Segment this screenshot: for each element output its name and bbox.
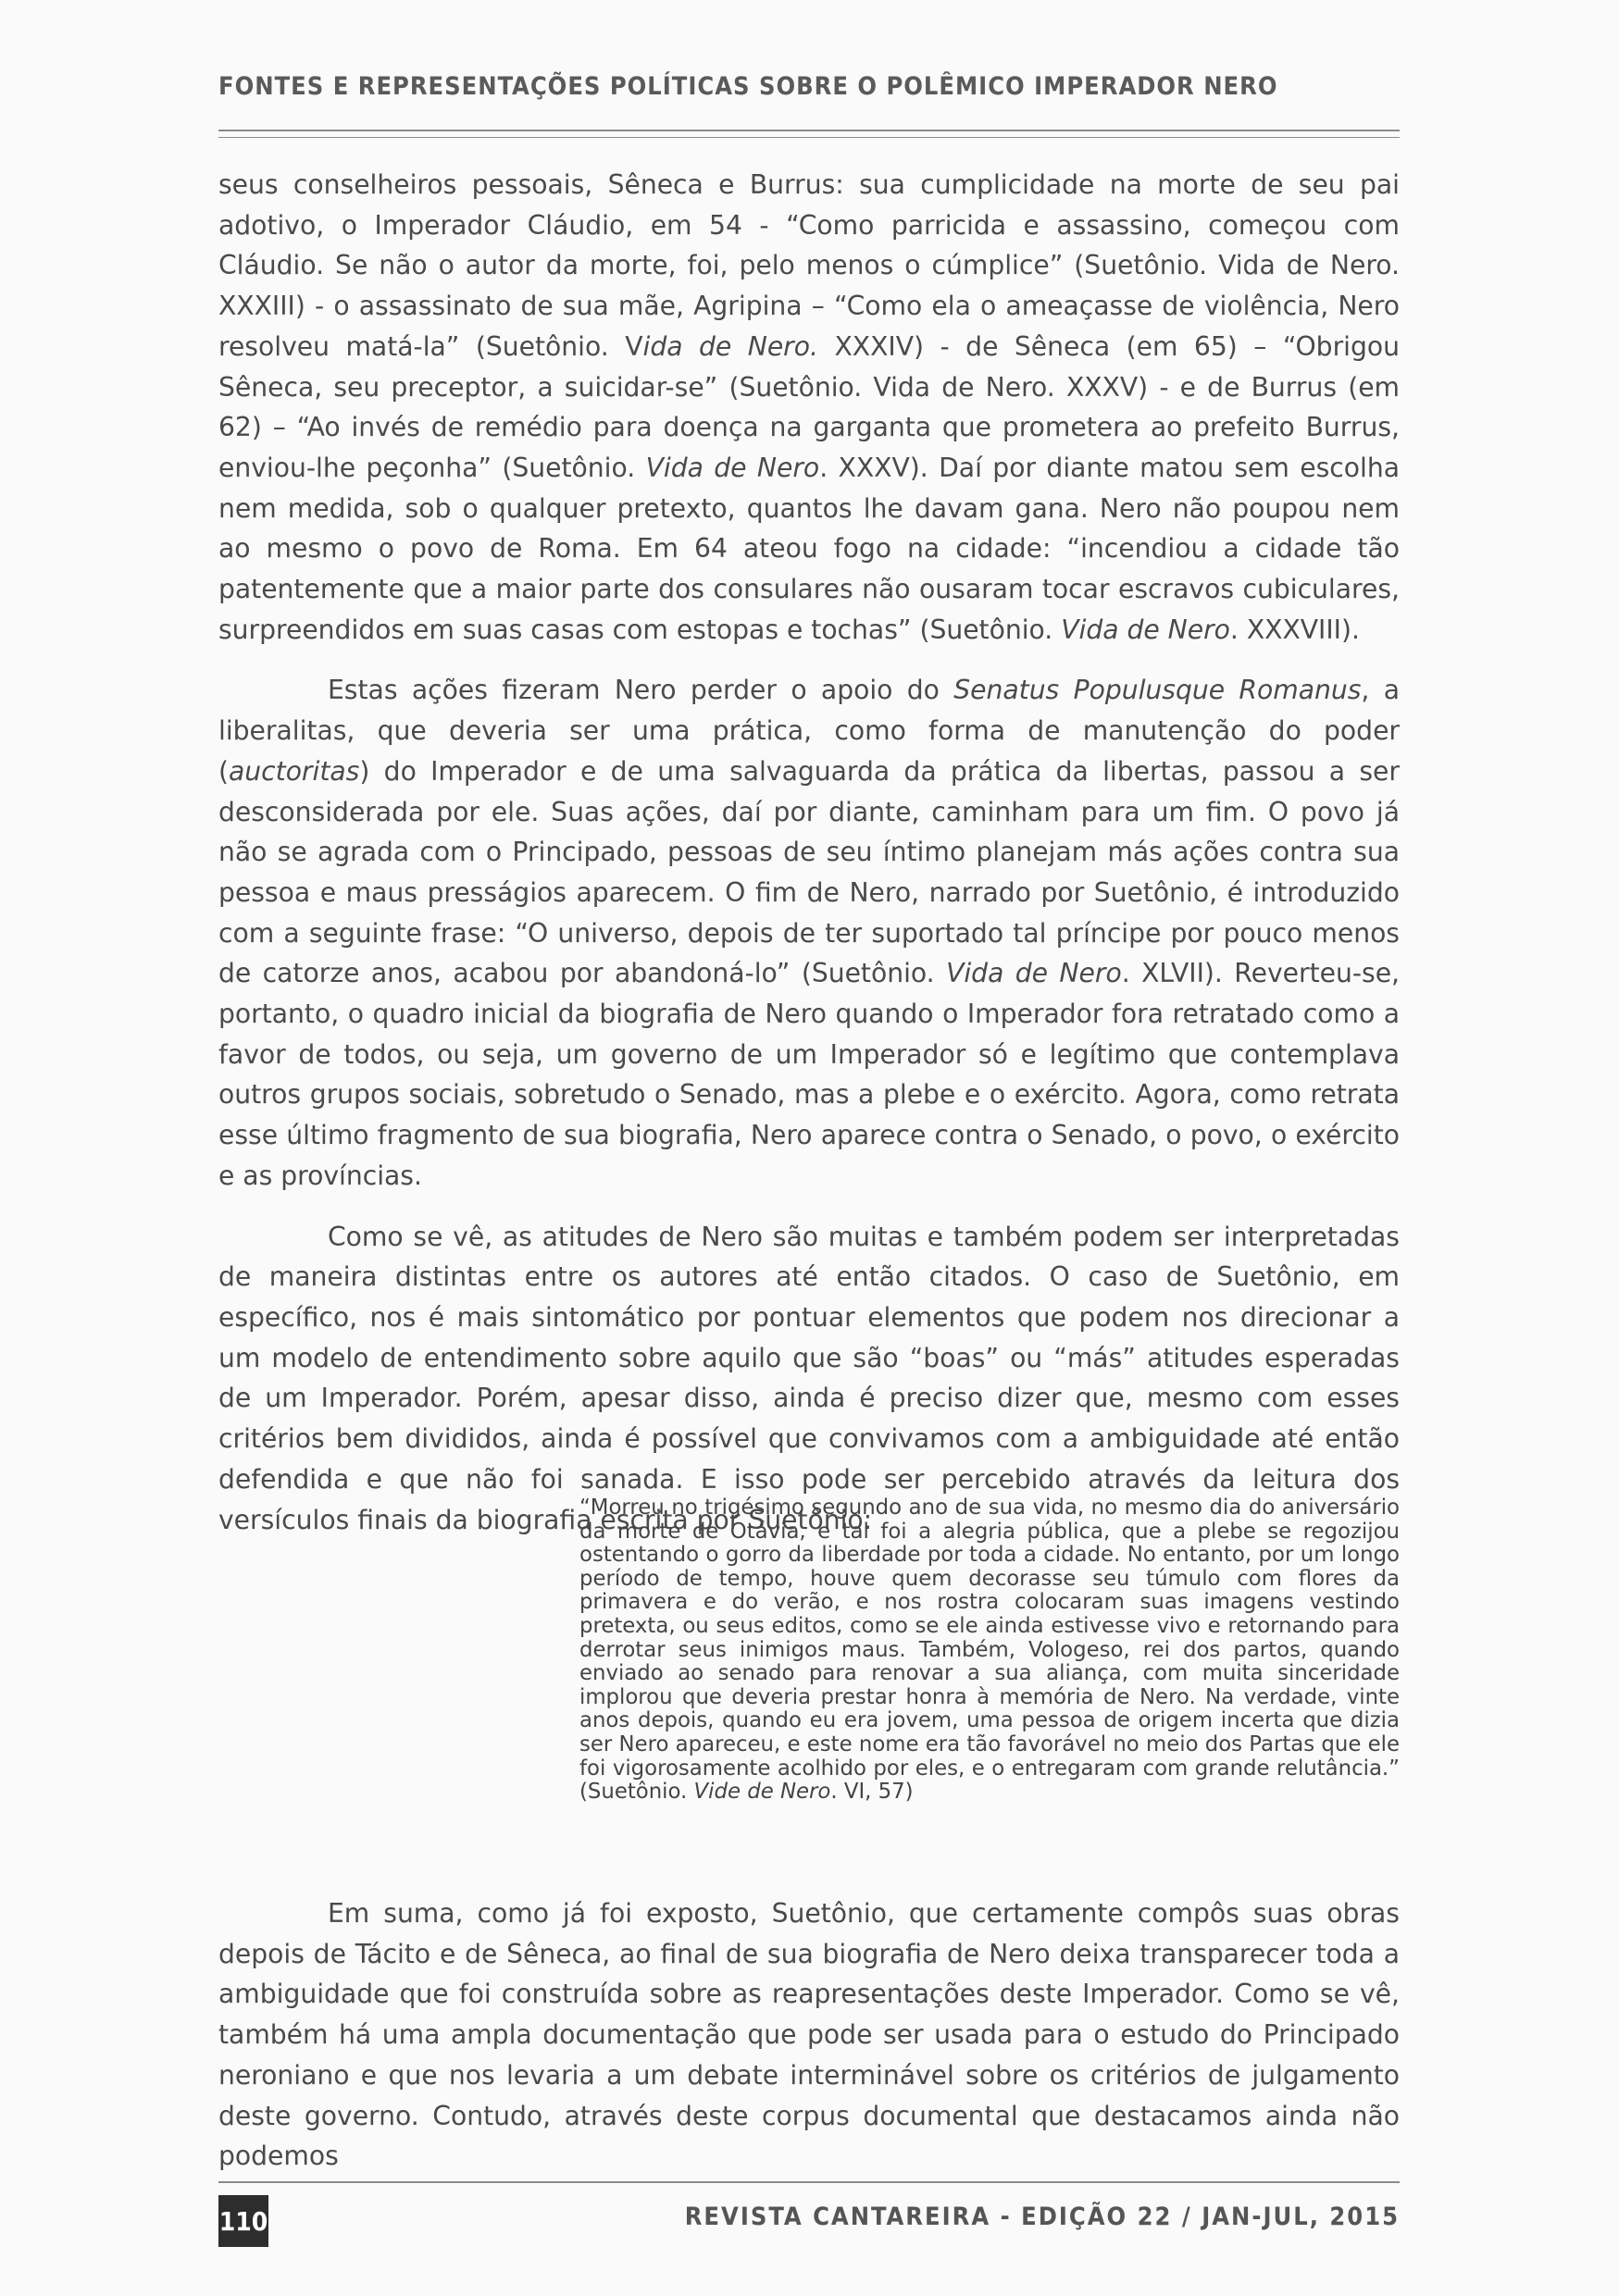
italic-run: Vida de Nero [645, 452, 820, 483]
text-run: , a liberalitas, que deveria ser uma prática, como forma de manutenção do poder ( [218, 675, 1401, 787]
journal-info: REVISTA CANTAREIRA - EDIÇÃO 22 / JAN-JUL, 2015 [684, 2203, 1400, 2231]
text-run: seus conselheiros pessoais, Sêneca e Burrus: sua cumplicidade na morte de seu pai adotivo, o Imperador Cláudio, em 54 - “Como parricida e assassino, começou com Cláudio. Se não o autor da morte, foi, pelo menos o cúmplice” (Suetônio. Vida de Nero. XXXIII) - o assassinato de sua mãe, Agripina – “Como ela o ameaçasse de violência, Nero resolveu matá-la” (Suetônio. V [218, 169, 1400, 362]
text-run: . XXXVIII). [1229, 614, 1360, 645]
italic-run: Vida de Nero [1061, 614, 1230, 645]
italic-run: Senatus Populusque Romanus [953, 675, 1362, 706]
running-title: FONTES E REPRESENTAÇÕES POLÍTICAS SOBRE O POLÊMICO IMPERADOR NERO [218, 72, 1278, 101]
footer-rule [218, 2181, 1400, 2183]
italic-run: Vide de Nero [693, 1780, 831, 1805]
text-run: ) do Imperador e de uma salvaguarda da prática da libertas, passou a ser desconsiderada por ele. Suas ações, daí por diante, caminham para um fim. O povo já não se agrada com o Principado, pessoas de seu íntimo planejam más ações contra sua pessoa e maus presságios aparecem. O fim de Nero, narrado por Suetônio, é introduzido com a seguinte frase: “O universo, depois de ter suportado tal príncipe por pouco menos de catorze anos, acabou por abandoná-lo” (Suetônio. [218, 755, 1400, 989]
text-run: “Morreu no trigésimo segundo ano de sua vida, no mesmo dia do aniversário da morte de Otávia, e tal foi a alegria pública, que a plebe se regozijou ostentando o gorro da liberdade por toda a cidade. No entanto, por um longo período de tempo, houve quem decorasse seu túmulo com flores da primavera e do verão, e nos rostra colocaram suas imagens vestindo pretexta, ou seus editos, como se ele ainda estivesse vivo e retornando para derrotar seus inimigos maus. Também, Vologeso, rei dos partos, quando enviado ao senado para renovar a sua aliança, com muita sinceridade implorou que deveria prestar honra à memória de Nero. Na verdade, vinte anos depois, quando eu era jovem, uma pessoa de origem incerta que dizia ser Nero apareceu, e este nome era tão favorável no meio dos Partas que ele foi vigorosamente acolhido por eles, e o entregaram com grande relutância.” (Suetônio. [579, 1496, 1400, 1805]
block-quote [579, 1496, 1400, 1805]
header-rule-bottom [218, 137, 1400, 138]
paragraph-1 [218, 165, 1400, 650]
italic-run: Vida de Nero [946, 958, 1122, 989]
text-run: Estas ações fizeram Nero perder o apoio do [328, 675, 954, 706]
italic-run: ida de Nero. [642, 330, 818, 362]
page-number: 110 [218, 2195, 268, 2247]
body-text-continued [218, 1893, 1400, 2197]
text-run: . XXXV). Daí por diante matou sem escolha nem medida, sob o qualquer pretexto, quantos lhe davam gana. Nero não poupou nem ao mesmo o povo de Roma. Em 64 ateou fogo na cidade: “incendiou a cidade tão patentemente que a maior parte dos consulares não ousaram tocar escravos cubiculares, surpreendidos em suas casas com estopas e tochas” (Suetônio. [218, 452, 1400, 645]
paragraph-3: Como se vê, as atitudes de Nero são muitas e também podem ser interpretadas de maneira distintas entre os autores até então citados. O caso de Suetônio, em específico, nos é mais sintomático por pontuar elementos que podem nos direcionar a um modelo de entendimento sobre aquilo que são “boas” ou “más” atitudes esperadas de um Imperador. Porém, apesar disso, ainda é preciso dizer que, mesmo com esses critérios bem divididos, ainda é possível que convivamos com a ambiguidade até então defendida e que não foi sanada. E isso pode ser percebido através da leitura dos versículos finais da biografia escrita por Suetônio: [218, 1221, 1400, 1535]
header-rule-top [218, 130, 1400, 131]
text-run: . XLVII). Reverteu-se, portanto, o quadro inicial da biografia de Nero quando o Imperador fora retratado como a favor de todos, ou seja, um governo de um Imperador só e legítimo que contemplava outros grupos sociais, sobretudo o Senado, mas a plebe e o exército. Agora, como retrata esse último fragmento de sua biografia, Nero aparece contra o Senado, o povo, o exército e as províncias. [218, 958, 1400, 1191]
italic-run: auctoritas [229, 755, 360, 787]
paragraph-4: Em suma, como já foi exposto, Suetônio, que certamente compôs suas obras depois de Tácito e de Sêneca, ao final de sua biografia de Nero deixa transparecer toda a ambiguidade que foi construída sobre as reapresentações deste Imperador. Como se vê, também há uma ampla documentação que pode ser usada para o estudo do Principado neroniano e que nos levaria a um debate interminável sobre os critérios de julgamento deste governo. Contudo, através deste corpus documental que destacamos ainda não podemos [218, 1898, 1400, 2172]
body-text [218, 165, 1400, 1560]
text-run: . VI, 57) [830, 1780, 914, 1805]
text-run: XXXIV) - de Sêneca (em 65) – “Obrigou Sêneca, seu preceptor, a suicidar-se” (Suetônio. Vida de Nero. XXXV) - e de Burrus (em 62) – “Ao invés de remédio para doença na garganta que prometera ao prefeito Burrus, enviou-lhe peçonha” (Suetônio. [218, 330, 1401, 483]
paragraph-2 [218, 670, 1400, 1196]
